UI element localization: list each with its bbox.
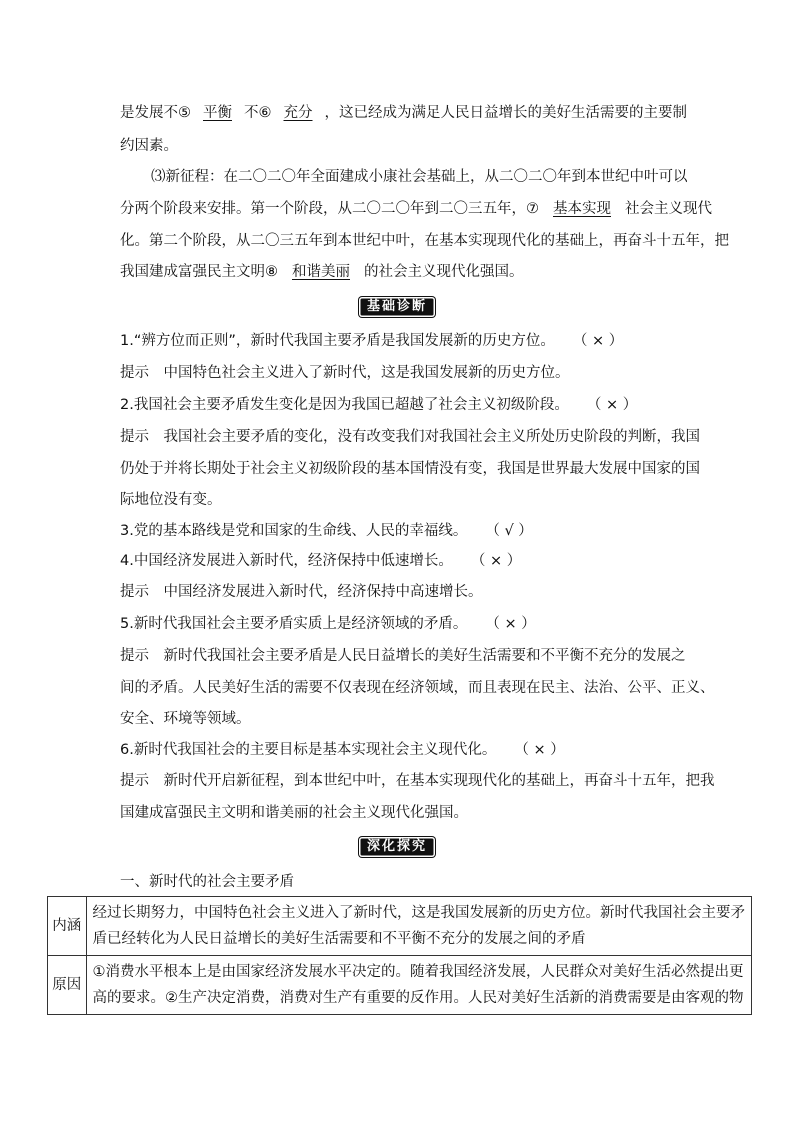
- question-text: 2.我国社会主要矛盾发生变化是因为我国已超越了社会主义初级阶段。: [120, 397, 569, 413]
- answer-mark: （ √ ）: [485, 523, 533, 539]
- hint-6: 国建成富强民主文明和谐美丽的社会主义现代化强国。: [120, 805, 468, 821]
- question-5: [120, 614, 536, 634]
- answer-mark: （ × ）: [514, 742, 565, 758]
- cell-line: ①消费水平根本上是由国家经济发展水平决定的。随着我国经济发展，人民群众对美好生活必然提出更: [92, 964, 744, 980]
- text: 分两个阶段来安排。第一个阶段，从二〇二〇年到二〇三五年，⑦: [120, 201, 539, 217]
- question-text: 5.新时代我国社会主要矛盾实质上是经济领域的矛盾。: [120, 616, 468, 632]
- answer-mark: （ × ）: [586, 397, 638, 413]
- para-line: [120, 199, 712, 219]
- answer-mark: （ × ）: [485, 616, 536, 632]
- blank-answer: 平衡: [203, 105, 232, 121]
- cell-line: 高的要求。②生产决定消费，消费对生产有重要的反作用。人民对美好生活新的消费需要是由客观的物: [92, 990, 744, 1006]
- hint-2: 仍处于并将长期处于社会主义初级阶段的基本国情没有变，我国是世界最大发展中国家的国: [120, 461, 700, 477]
- question-text: 6.新时代我国社会的主要目标是基本实现社会主义现代化。: [120, 742, 497, 758]
- question-6: [120, 740, 565, 760]
- hint-2: 际地位没有变。: [120, 492, 222, 508]
- answer-mark: （ × ）: [470, 553, 522, 569]
- cell-line: 经过长期努力，中国特色社会主义进入了新时代，这是我国发展新的历史方位。新时代我国社会主要矛: [92, 905, 745, 921]
- question-text: 1.“辨方位而正则”，新时代我国主要矛盾是我国发展新的历史方位。: [120, 333, 555, 349]
- question-text: 4.中国经济发展进入新时代，经济保持中低速增长。: [120, 553, 453, 569]
- hint-5: 间的矛盾。人民美好生活的需要不仅表现在经济领域，而且表现在民主、法治、公平、正义、: [120, 680, 715, 696]
- text: 不⑥: [244, 105, 272, 121]
- para-line: [120, 103, 687, 123]
- text: ，这已经成为满足人民日益增长的美好生活需要的主要制: [324, 105, 687, 121]
- hint-2: 提示 我国社会主要矛盾的变化，没有改变我们对我国社会主义所处历史阶段的判断，我国: [120, 429, 700, 445]
- hint-6: 提示 新时代开启新征程，到本世纪中叶，在基本实现现代化的基础上，再奋斗十五年，把我: [120, 773, 715, 789]
- contradiction-table: [47, 896, 752, 1015]
- text: 是发展不⑤: [120, 105, 191, 121]
- hint-1: 提示 中国特色社会主义进入了新时代，这是我国发展新的历史方位。: [120, 365, 570, 381]
- text: 我国建成富强民主文明⑧: [120, 264, 278, 280]
- table-row: [48, 956, 752, 1015]
- section-heading: 一、新时代的社会主要矛盾: [120, 874, 294, 890]
- hint-5: 安全、环境等领域。: [120, 711, 251, 727]
- question-text: 3.党的基本路线是党和国家的生命线、人民的幸福线。: [120, 523, 468, 539]
- blank-answer: 基本实现: [553, 201, 611, 217]
- cell-line: 盾已经转化为人民日益增长的美好生活需要和不平衡不充分的发展之间的矛盾: [92, 931, 586, 947]
- question-1: [120, 331, 623, 351]
- text: 社会主义现代: [625, 201, 712, 217]
- question-2: [120, 395, 637, 415]
- row-content: [86, 956, 752, 1015]
- table-row: [48, 897, 752, 956]
- section-badge-basic-diagnosis: 基础诊断: [359, 297, 435, 317]
- hint-4: 提示 中国经济发展进入新时代，经济保持中高速增长。: [120, 584, 483, 600]
- para-line: ⑶新征程：在二〇二〇年全面建成小康社会基础上，从二〇二〇年到本世纪中叶可以: [151, 169, 688, 185]
- hint-5: 提示 新时代我国社会主要矛盾是人民日益增长的美好生活需要和不平衡不充分的发展之: [120, 648, 686, 664]
- para-line: [120, 262, 524, 282]
- text: 的社会主义现代化强国。: [364, 264, 524, 280]
- question-4: [120, 551, 521, 571]
- para-line: 约因素。: [120, 138, 178, 154]
- section-badge-deep-inquiry: 深化探究: [359, 837, 435, 857]
- answer-mark: （ × ）: [572, 333, 624, 349]
- row-content: [86, 897, 752, 956]
- blank-answer: 和谐美丽: [292, 264, 350, 280]
- question-3: [120, 521, 533, 541]
- row-header: 原因: [48, 956, 87, 1015]
- para-line: 化。第二个阶段，从二〇三五年到本世纪中叶，在基本实现现代化的基础上，再奋斗十五年，把: [120, 233, 729, 249]
- row-header: 内涵: [48, 897, 87, 956]
- blank-answer: 充分: [283, 105, 313, 121]
